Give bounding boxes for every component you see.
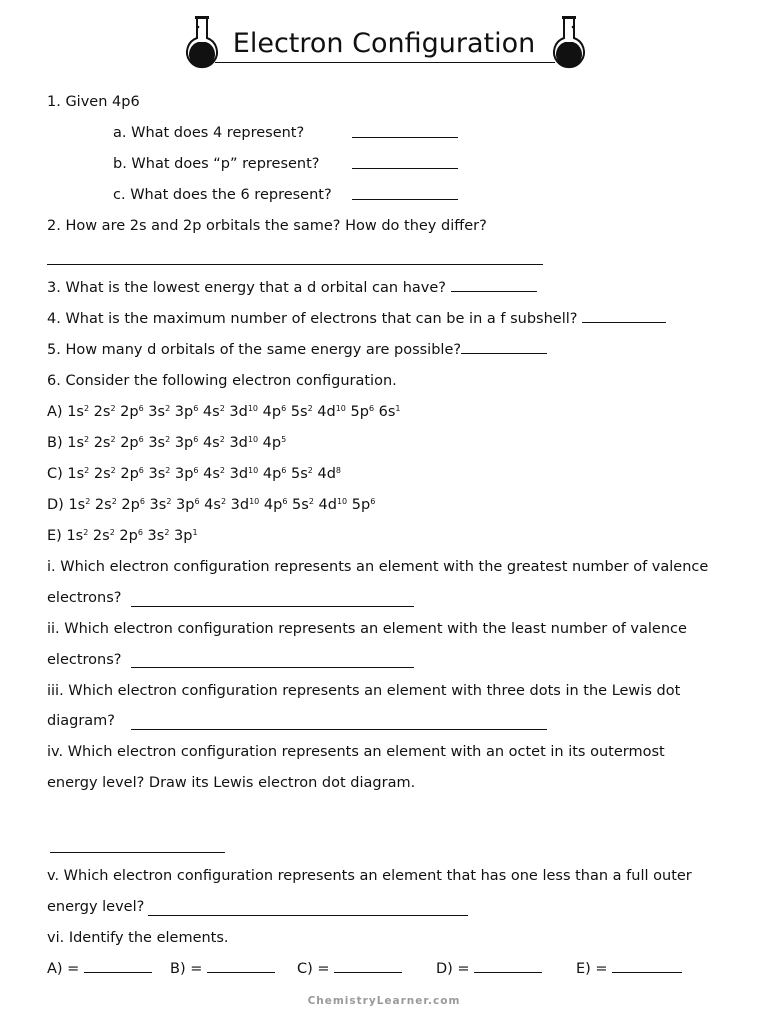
config-term: $3s^2$ (149, 497, 172, 513)
config-b (47, 433, 286, 453)
identify-e-blank[interactable] (612, 960, 682, 973)
answer-i-blank[interactable] (131, 606, 414, 607)
identify-d: D) = (436, 959, 542, 979)
question-i-line1: i. Which electron configuration represents an element with the greatest number of valence (47, 559, 709, 575)
config-term: $2p^6$ (121, 497, 145, 513)
question-ii-line1: ii. Which electron configuration represents an element with the least number of valence (47, 621, 687, 637)
identify-b: B) = (170, 959, 275, 979)
config-term: $5p^6$ (351, 497, 376, 513)
answer-1b-blank[interactable] (352, 168, 458, 169)
config-term: $3d^{10}$ (229, 466, 259, 482)
identify-c: C) = (297, 959, 402, 979)
config-term: $1s^2$ (67, 466, 90, 482)
question-iv-line1: iv. Which electron configuration represents an element with an octet in its outermost (47, 744, 665, 760)
config-term: $2s^2$ (93, 435, 116, 451)
config-term: $4p^6$ (263, 497, 288, 513)
answer-iv-blank[interactable] (50, 852, 225, 853)
question-vi: vi. Identify the elements. (47, 930, 229, 946)
config-term: $4p^5$ (262, 435, 287, 451)
config-term: $3p^6$ (174, 435, 199, 451)
config-term: $2p^6$ (120, 466, 144, 482)
identify-a: A) = (47, 959, 152, 979)
question-iii-line1: iii. Which electron configuration represents an element with three dots in the Lewis dot (47, 683, 681, 699)
question-1a: a. What does 4 represent? (113, 125, 305, 141)
config-term: $2s^2$ (94, 497, 117, 513)
config-term: $2p^6$ (120, 435, 144, 451)
config-term: $3d^{10}$ (230, 497, 260, 513)
config-term: $4d^8$ (317, 466, 341, 482)
config-label: E) (47, 528, 67, 544)
identify-e: E) = (576, 959, 682, 979)
config-term: $1s^2$ (66, 528, 89, 544)
question-4: 4. What is the maximum number of electrons that can be in a f subshell? (47, 309, 666, 329)
config-term: $1s^2$ (68, 497, 91, 513)
question-i-line2: electrons? (47, 590, 122, 606)
question-5: 5. How many d orbitals of the same energy are possible? (47, 340, 547, 360)
answer-iii-blank[interactable] (131, 729, 547, 730)
answer-1a-blank[interactable] (352, 137, 458, 138)
config-term: $1s^2$ (67, 435, 90, 451)
page-title: Electron Configuration (232, 28, 536, 59)
question-v-line1: v. Which electron configuration represents an element that has one less than a full outer (47, 868, 692, 884)
config-d (47, 495, 375, 515)
config-term: $2s^2$ (92, 528, 115, 544)
config-c (47, 464, 341, 484)
config-label: A) (47, 404, 68, 420)
config-term: $3s^2$ (148, 466, 171, 482)
config-label: C) (47, 466, 68, 482)
config-term: $3p^6$ (174, 466, 199, 482)
question-iii-line2: diagram? (47, 713, 115, 729)
title-underline (215, 62, 555, 63)
config-term: $5s^2$ (290, 404, 313, 420)
config-term: $4s^2$ (202, 435, 225, 451)
answer-4-blank[interactable] (582, 310, 666, 323)
config-term: $4d^{10}$ (318, 497, 348, 513)
config-a (47, 402, 401, 422)
config-term: $3p^1$ (174, 528, 198, 544)
config-term: $3s^2$ (148, 404, 171, 420)
answer-3-blank[interactable] (451, 279, 537, 292)
config-term: $4s^2$ (204, 497, 227, 513)
config-term: $2p^6$ (120, 404, 144, 420)
config-term: $4p^6$ (262, 466, 287, 482)
config-term: $3s^2$ (147, 528, 170, 544)
question-3: 3. What is the lowest energy that a d orbital can have? (47, 278, 537, 298)
identify-c-blank[interactable] (334, 960, 402, 973)
config-term: $5s^2$ (292, 497, 314, 513)
config-term: $4d^{10}$ (317, 404, 346, 420)
config-label: D) (47, 497, 69, 513)
identify-d-blank[interactable] (474, 960, 542, 973)
config-term: $4p^6$ (262, 404, 287, 420)
question-v-line2: energy level? (47, 899, 145, 915)
config-term: $2s^2$ (93, 404, 116, 420)
config-term: $6s^1$ (378, 404, 401, 420)
config-label: B) (47, 435, 68, 451)
identify-b-blank[interactable] (207, 960, 275, 973)
question-ii-line2: electrons? (47, 652, 122, 668)
answer-1c-blank[interactable] (352, 199, 458, 200)
config-term: $3d^{10}$ (229, 404, 259, 420)
config-term: $3d^{10}$ (229, 435, 259, 451)
config-term: $4s^2$ (203, 466, 225, 482)
question-iv-line2: energy level? Draw its Lewis electron dot diagram. (47, 775, 416, 791)
flask-icon (551, 14, 587, 70)
answer-5-blank[interactable] (461, 341, 547, 354)
question-1b: b. What does “p” represent? (113, 156, 320, 172)
question-6: 6. Consider the following electron configuration. (47, 373, 397, 389)
config-term: $3p^6$ (176, 497, 200, 513)
config-term: $2s^2$ (93, 466, 116, 482)
answer-2-blank[interactable] (47, 264, 543, 265)
answer-ii-blank[interactable] (131, 667, 414, 668)
question-1c: c. What does the 6 represent? (113, 187, 332, 203)
answer-v-blank[interactable] (148, 915, 468, 916)
config-term: $1s^2$ (67, 404, 90, 420)
config-term: $5s^2$ (290, 466, 313, 482)
identify-a-blank[interactable] (84, 960, 152, 973)
config-term: $3s^2$ (148, 435, 171, 451)
config-term: $4s^2$ (202, 404, 225, 420)
footer-credit: ChemistryLearner.com (307, 995, 461, 1007)
config-term: $5p^6$ (350, 404, 375, 420)
question-2: 2. How are 2s and 2p orbitals the same? How do they differ? (47, 218, 487, 234)
question-1: 1. Given 4p6 (47, 94, 140, 110)
config-term: $3p^6$ (174, 404, 199, 420)
config-e (47, 526, 198, 546)
config-term: $2p^6$ (119, 528, 143, 544)
